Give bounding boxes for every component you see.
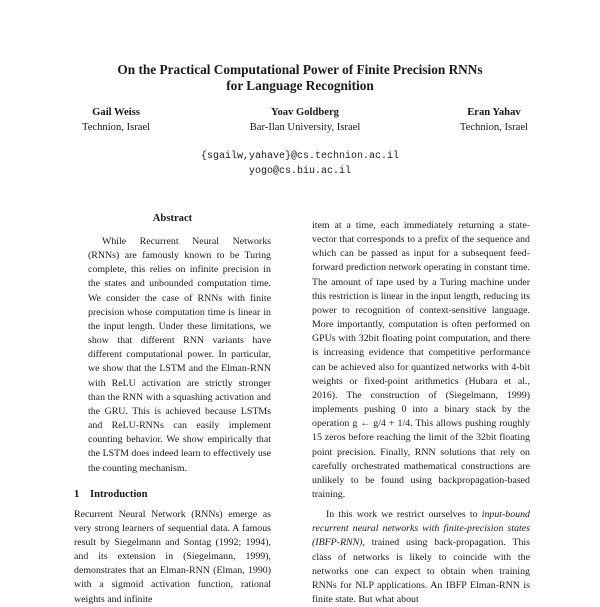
author-1: [82, 106, 150, 135]
author-name: Eran Yahav: [467, 107, 521, 118]
right-column: [312, 219, 530, 607]
author-2: [250, 106, 361, 135]
author-block: [60, 106, 540, 135]
intro-paragraph: Recurrent Neural Network (RNNs) emerge as very strong learners of sequential data. A famous result by Siegelmann and Sontag (1992; 1994), and its extension in (Siegelmann, 1999), demonstrates that an Elman-RNN (Elman, 1990) with a sigmoid activation function, rational weights and infinite: [74, 508, 271, 605]
section-heading-introduction: [74, 488, 271, 502]
right-paragraph-1: item at a time, each immediately returning a state-vector that corresponds to a prefix of the sequence and which can be passed as input for a subsequent feed-forward prediction network operating in constant time. The amount of tape used by a Turing machine under this restriction is linear in the input length, reducing its power to recognition of context-sensitive language. More importantly, computation is often performed on GPUs with 32bit floating point computation, and there is increasing evidence that competitive performance can be achieved also for quantized networks with 4-bit weights or fixed-point arithmetics (Hubara et al., 2016). The construction of (Siegelmann, 1999) implements pushing 0 into a binary stack by the operation g ← g/4 + 1/4. This allows pushing roughly 15 zeros before reaching the limit of the 32bit floating point precision. Finally, RNN solutions that rely on carefully orchestrated mathematical constructions are unlikely to be found using backpropagation-based training.: [312, 220, 530, 500]
author-name: Gail Weiss: [92, 107, 140, 118]
left-column: [74, 212, 271, 607]
paper-title: [0, 62, 600, 94]
abstract-heading: Abstract: [152, 213, 193, 224]
email-line-1: {sgailw,yahave}@cs.technion.ac.il: [200, 151, 400, 162]
ibfp-rnn-term: input-bound recurrent neural networks with finite-precision states (IBFP-RNN): [312, 509, 530, 549]
right-paragraph-2: [312, 508, 530, 607]
author-3: [460, 106, 528, 135]
section-title: Introduction: [90, 488, 148, 500]
paragraph-2-lead: In this work we restrict ourselves to: [326, 509, 482, 521]
paragraph-2-tail: , trained using back-propagation. This class of networks is likely to coincide with the networks one can expect to obtain when training RNNs for NLP applications. An IBFP Elman-RNN is finite state. But what about: [312, 537, 530, 606]
email-line-2: yogo@cs.biu.ac.il: [248, 165, 352, 177]
abstract-text: While Recurrent Neural Networks (RNNs) are famously known to be Turing complete, this relies on infinite precision in the states and unbounded computation time. We consider the case of RNNs with finite precision whose computation time is linear in the input length. Under these limitations, we show that different RNN variants have different computational power. In particular, we show that the LSTM and the Elman-RNN with ReLU activation are strictly stronger than the RNN with a squashing activation and the GRU. This is achieved because LSTMs and ReLU-RNNs can easily implement counting behavior. We show empirically that the LSTM does indeed learn to effectively use the counting mechanism.: [88, 236, 271, 474]
author-affiliation: Technion, Israel: [459, 121, 528, 133]
paper-title-line-1: On the Practical Computational Power of Finite Precision RNNs: [117, 62, 483, 77]
paper-title-line-2: for Language Recognition: [226, 78, 374, 93]
author-affiliation: Bar-Ilan University, Israel: [249, 121, 361, 133]
section-number: 1: [74, 488, 80, 500]
author-name: Yoav Goldberg: [271, 107, 339, 118]
author-affiliation: Technion, Israel: [82, 121, 151, 133]
author-emails: [0, 150, 600, 179]
